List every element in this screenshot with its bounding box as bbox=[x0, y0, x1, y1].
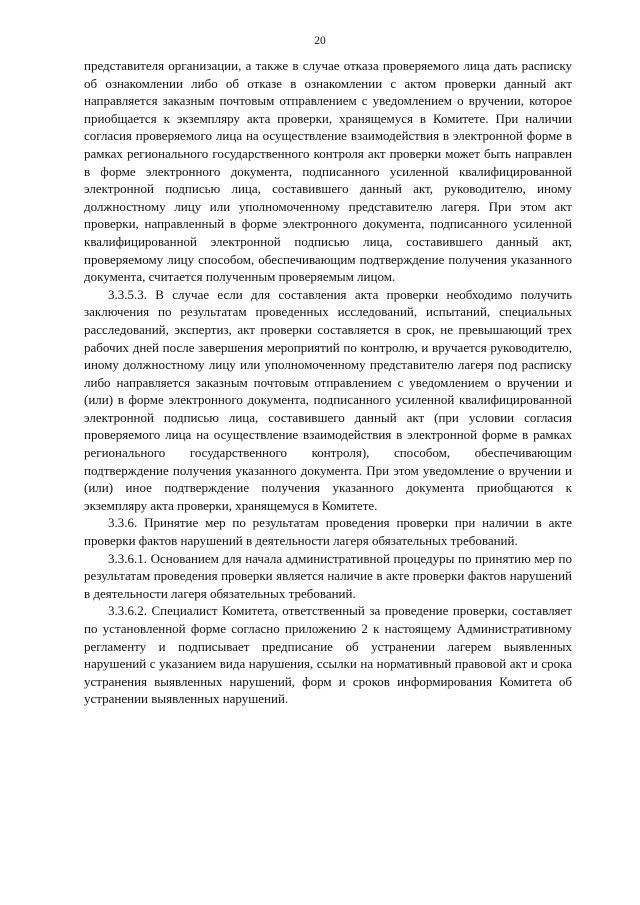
page-number: 20 bbox=[314, 35, 326, 47]
document-body bbox=[84, 57, 572, 708]
paragraph-3-3-6-1: 3.3.6.1. Основанием для начала административной процедуры по принятию мер по результатам проведения проверки является наличие в акте проверки фактов нарушений в деятельности лагеря обязательных требований. bbox=[84, 550, 572, 601]
paragraph-3-3-5-3: 3.3.5.3. В случае если для составления акта проверки необходимо получить заключения по результатам проведенных исследований, испытаний, специальных расследований, экспертиз, акт проверки составляется в срок, не превышающий трех рабочих дней после завершения мероприятий по контролю, и вручается руководителю, иному должностному лицу или уполномоченному представителю лагеря под расписку либо направляется заказным почтовым отправлением с уведомлением о вручении и (или) в форме электронного документа, подписанного усиленной квалифицированной электронной подписью лица, составившего данный акт (при условии согласия проверяемого лица на осуществление взаимодействия в электронной форме в рамках регионального государственного контроля), способом, обеспечивающим подтверждение получения указанного документа. При этом уведомление о вручении и (или) иное подтверждение получения указанного документа приобщаются к экземпляру акта проверки, хранящемуся в Комитете. bbox=[84, 286, 572, 513]
paragraph-3-3-6-2: 3.3.6.2. Специалист Комитета, ответственный за проведение проверки, составляет по установленной форме согласно приложению 2 к настоящему Административному регламенту и подписывает предписание об устранении лагерем выявленных нарушений с указанием вида нарушения, ссылки на нормативный правовой акт и срока устранения выявленных нарушений, форм и сроков информирования Комитета об устранении выявленных нарушений. bbox=[84, 603, 572, 707]
paragraph-3-3-6: 3.3.6. Принятие мер по результатам проведения проверки при наличии в акте проверки фактов нарушений в деятельности лагеря обязательных требований. bbox=[84, 515, 572, 549]
paragraph-continuation: представителя организации, а также в случае отказа проверяемого лица дать расписку об ознакомлении либо об отказе в ознакомлении с актом проверки данный акт направляется заказным почтовым отправлением с уведомлением о вручении, которое приобщается к экземпляру акта проверки, хранящемуся в Комитете. При наличии согласия проверяемого лица на осуществление взаимодействия в электронной форме в рамках регионального государственного контроля акт проверки может быть направлен в форме электронного документа, подписанного усиленной квалифицированной электронной подписью лица, составившего данный акт, руководителю, иному должностному лицу или уполномоченному представителю лагеря. При этом акт проверки, направленный в форме электронного документа, подписанного усиленной квалифицированной электронной подписью лица, составившего данный акт, проверяемому лицу способом, обеспечивающим подтверждение получения указанного документа, считается полученным проверяемым лицом. bbox=[84, 58, 572, 285]
